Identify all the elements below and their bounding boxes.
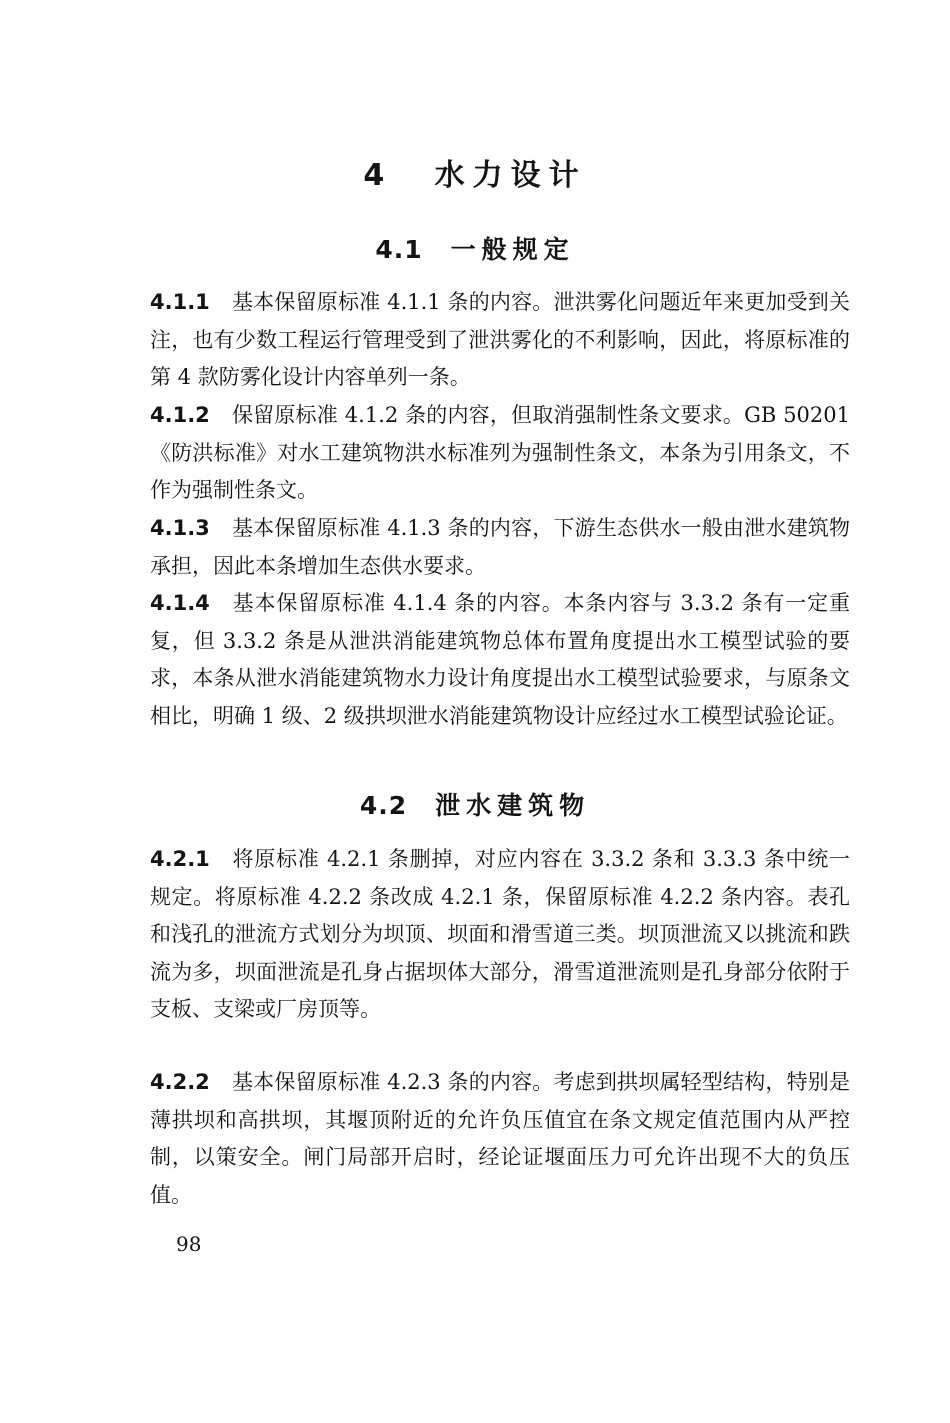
clause-number: 4.1.3 <box>150 516 210 540</box>
clause-number: 4.2.2 <box>150 1070 210 1094</box>
clause-4-1-3 <box>150 510 850 585</box>
clause-text: 基本保留原标准 4.2.3 条的内容。考虑到拱坝属轻型结构，特别是薄拱坝和高拱坝，其堰顶附近的允许负压值宜在条文规定值范围内从严控制，以策安全。闸门局部开启时，经论证堰面压力可允许出现不大的负压值。 <box>150 1070 850 1207</box>
section-name: 一般规定 <box>450 235 575 264</box>
clause-text: 保留原标准 4.1.2 条的内容，但取消强制性条文要求。GB 50201《防洪标准》对水工建筑物洪水标准列为强制性条文，本条为引用条文，不作为强制性条文。 <box>150 403 850 503</box>
clause-text: 基本保留原标准 4.1.4 条的内容。本条内容与 3.3.2 条有一定重复，但 3.3.2 条是从泄洪消能建筑物总体布置角度提出水工模型试验的要求，本条从泄水消能建筑物水力设计角度提出水工模型试验要求，与原条文相比，明确 1 级、2 级拱坝泄水消能建筑物设计应经过水工模型试验论证。 <box>150 591 850 728</box>
chapter-number: 4 <box>363 158 393 193</box>
clause-4-2-1 <box>150 841 850 1029</box>
section-name: 泄水建筑物 <box>435 791 591 820</box>
section-number: 4.2 <box>359 791 408 820</box>
clause-4-1-4 <box>150 585 850 735</box>
section-title-4-2 <box>0 786 950 826</box>
page-number: 98 <box>176 1232 202 1256</box>
clause-number: 4.1.1 <box>150 290 210 314</box>
clause-text: 将原标准 4.2.1 条删掉，对应内容在 3.3.2 条和 3.3.3 条中统一规定。将原标准 4.2.2 条改成 4.2.1 条，保留原标准 4.2.2 条内容。表孔和浅孔的泄流方式划分为坝顶、坝面和滑雪道三类。坝顶泄流又以挑流和跌流为多，坝面泄流是孔身占据坝体大部分，滑雪道泄流则是孔身部分依附于支板、支梁或厂房顶等。 <box>150 847 850 1022</box>
section-title-4-1 <box>0 230 950 270</box>
clause-text: 基本保留原标准 4.1.1 条的内容。泄洪雾化问题近年来更加受到关注，也有少数工程运行管理受到了泄洪雾化的不利影响，因此，将原标准的第 4 款防雾化设计内容单列一条。 <box>150 290 850 390</box>
clause-number: 4.2.1 <box>150 847 210 871</box>
chapter-name: 水力设计 <box>434 158 587 193</box>
chapter-title <box>0 150 950 202</box>
clause-4-1-2 <box>150 397 850 510</box>
clause-number: 4.1.4 <box>150 591 210 615</box>
clause-text: 基本保留原标准 4.1.3 条的内容，下游生态供水一般由泄水建筑物承担，因此本条增加生态供水要求。 <box>150 516 850 578</box>
clause-4-2-2 <box>150 1064 850 1214</box>
clause-number: 4.1.2 <box>150 403 210 427</box>
clause-4-1-1 <box>150 284 850 397</box>
section-number: 4.1 <box>375 235 423 264</box>
